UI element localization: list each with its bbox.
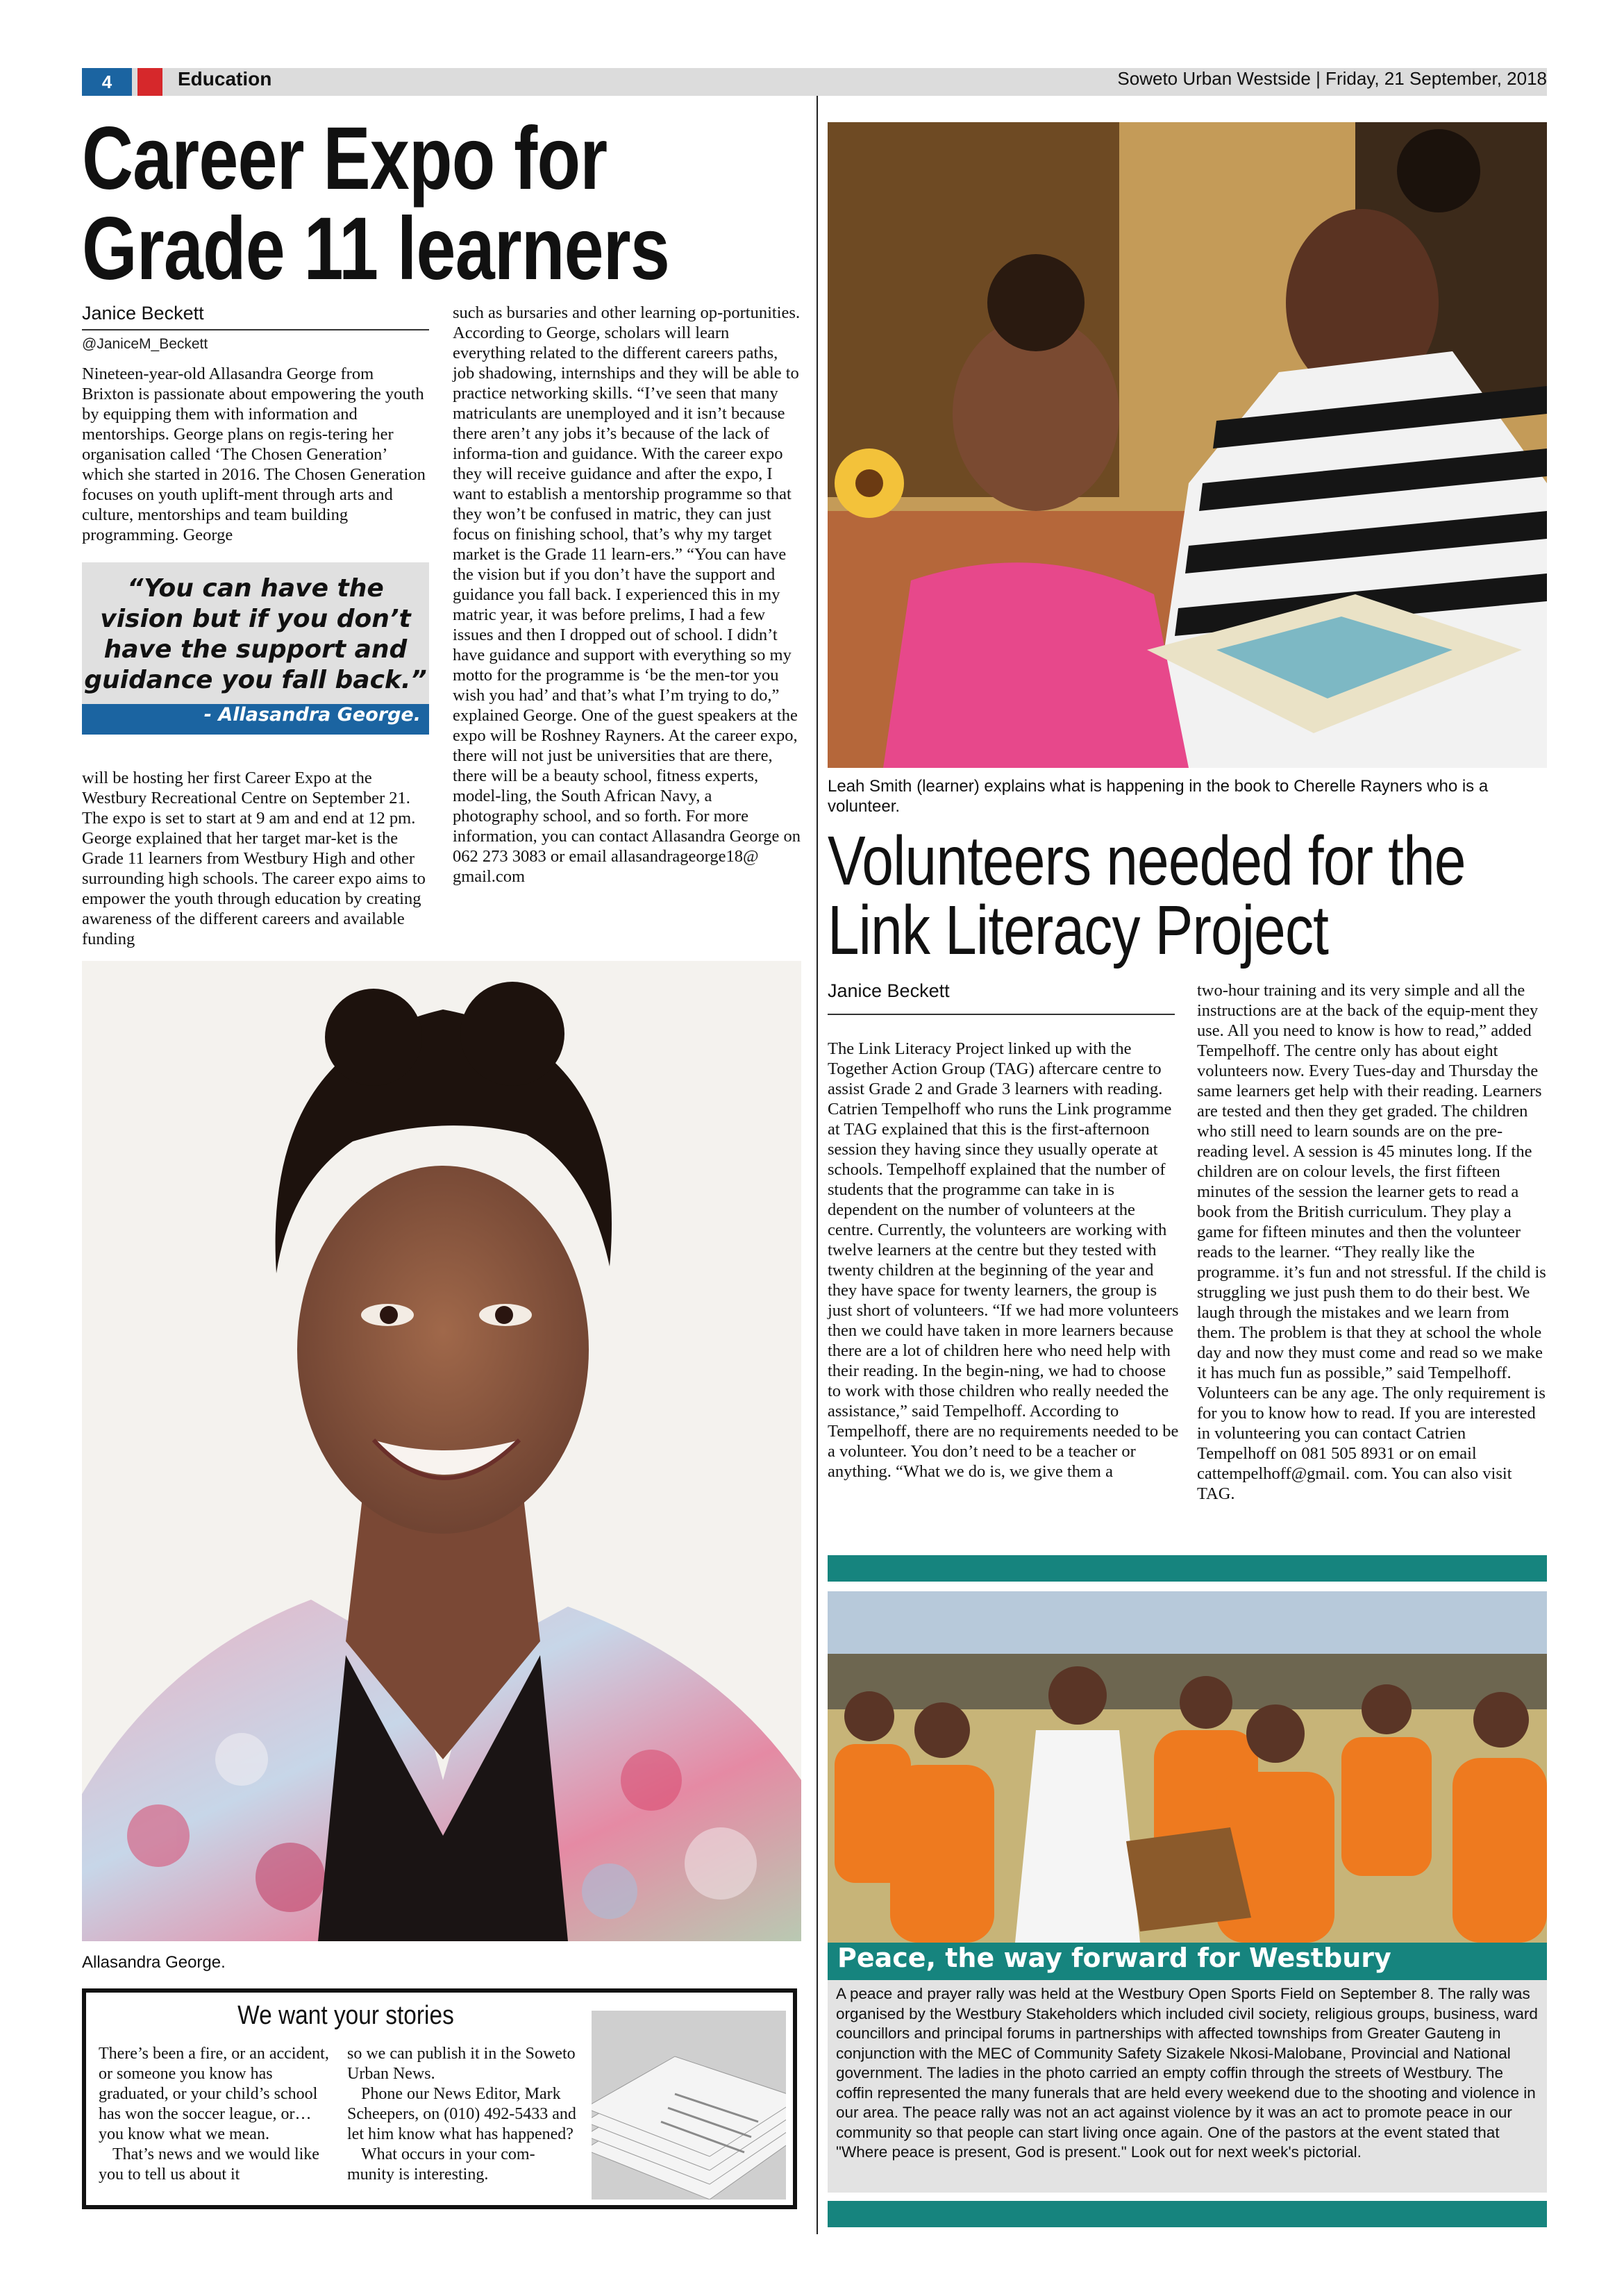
portrait-caption: Allasandra George. — [82, 1953, 226, 1972]
headline-career-expo: Career Expo for — [82, 109, 608, 208]
reading-photo — [828, 122, 1547, 768]
byline-rule — [82, 329, 429, 330]
bottom-band — [828, 2201, 1547, 2227]
stories-col2: so we can publish it in the Soweto Urban News. Phone our News Editor, Mark Scheepers, on (010) 492-5433 and let him know what has happened? What occurs in your com-munity is interesting. — [347, 2045, 576, 2184]
section-name: Education — [178, 68, 272, 90]
stories-title: We want your stories — [237, 2001, 454, 2030]
byline-rule-article2 — [828, 1014, 1175, 1015]
stories-col1: There’s been a fire, or an accident, or someone you know has graduated, or your child’s school has won the soccer league, or… you know what we mean. That’s news and we would like you to tell us about it — [99, 2045, 329, 2184]
pull-quote-attribution: - Allasandra George. — [203, 704, 421, 726]
byline: Janice Beckett — [82, 303, 204, 324]
author-handle: @JaniceM_Beckett — [82, 336, 208, 352]
section-color-tab — [137, 68, 162, 96]
peace-body: A peace and prayer rally was held at the Westbury Open Sports Field on September 8. The rally was organised by the Westbury Stakeholders which included civil society, religious groups, business, ward councillors and principal forums in partnerships with affected townships from Greater Gauteng in conjunction with the MEC of Community Safety Sizakele Nkosi-Malobane, Provincial and National government. The ladies in the photo carried an empty coffin through the streets of Westbury. The coffin represented the many funerals that are held every weekend due to the shooting and violence in our area. The peace rally was not an act against violence by it was an act to promote peace in our community so that people can start living once again. One of the pastors at the event stated that "Where peace is present, God is present." Look out for next week's pictorial. — [836, 1985, 1538, 2161]
article2-body-col1: The Link Literacy Project linked up with the Together Action Group (TAG) aftercare centre to assist Grade 2 and Grade 3 learners with reading. Catrien Tempelhoff who runs the Link programme at TAG explained that this is the first-afternoon session they having since they usually operate at schools. Tempelhoff explained that the number of students that the programme can take in is dependent on the number of volunteers at the centre. Currently, the volunteers are working with twelve learners at the centre but they tested with twenty children at the beginning of the year and they have space for twenty learners, the group is just short of volunteers. “If we had more volunteers then we could have taken in more learners because there are a lot of children here who need help with their reading. In the begin-ning, we had to choose to work with those children who really needed the assistance,” said Tempelhoff. According to Tempelhoff, there are no requirements needed to be a volunteer. You don’t need to be a teacher or anything. “What we do is, we give them a — [828, 1039, 1179, 1481]
portrait-photo — [82, 961, 801, 1941]
article-body-col1-bottom: will be hosting her first Career Expo at the Westbury Recreational Centre on September 21. The expo is set to start at 9 am and end at 12 pm. George explained that her target mar-ket is the Grade 11 learners from Westbury High and other surrounding high schools. The career expo aims to empower the youth through education by creating awareness of the different careers and available funding — [82, 769, 426, 948]
headline-volunteers: Volunteers needed for the — [828, 822, 1466, 900]
peace-title: Peace, the way forward for Westbury — [837, 1943, 1391, 1973]
divider-band — [828, 1555, 1547, 1582]
pull-quote: “You can have the vision but if you don’t have the support and guidance you fall back.” — [84, 574, 427, 694]
publication-date: Soweto Urban Westside | Friday, 21 September, 2018 — [1117, 68, 1547, 89]
byline-article2: Janice Beckett — [828, 980, 950, 1001]
rally-photo — [828, 1591, 1547, 1943]
column-divider — [817, 96, 818, 2234]
article2-body-col2: two-hour training and its very simple and all the instructions are at the back of the equip-ment they use. All you need to know is how to read,” added Tempelhoff. The centre only has about eight volunteers now. Every Tues-day and Thursday the same learners get help with their reading. Learners are tested and then they get graded. The children who still need to learn sounds are on the pre-reading level. A session is 45 minutes long. If the children are on colour levels, the first fifteen minutes of the session the learner gets to read a book from the British curriculum. They play a game for fifteen minutes and then the volunteer reads to the learner. “They really like the programme. it’s fun and not stressful. If the child is struggling we just push them to do their best. We laugh through the mistakes and we learn from them. The problem is that they at school the whole day and now they must come and read so we make it has much fun as possible,” said Tempelhoff. Volunteers can be any age. The only requirement is for you to know how to read. If you are interested in volunteering you can contact Catrien Tempelhoff on 081 505 8931 or on email cattempelhoff@gmail. com. You can also visit TAG. — [1197, 981, 1546, 1503]
article-body-col1-top: Nineteen-year-old Allasandra George from Brixton is passionate about empowering the youth by equipping them with information and mentorships. George plans on regis-tering her organisation called ‘The Chosen Generation’ which she started in 2016. The Chosen Generation focuses on youth uplift-ment through arts and culture, mentorships and team building programming. George — [82, 364, 426, 544]
newspaper-stack-image — [592, 2011, 786, 2199]
headline-volunteers-line2: Link Literacy Project — [828, 891, 1329, 969]
page-number: 4 — [82, 68, 132, 96]
reading-photo-caption: Leah Smith (learner) explains what is happening in the book to Cherelle Rayners who is a volunteer. — [828, 777, 1489, 816]
headline-career-expo-line2: Grade 11 learners — [82, 199, 669, 299]
article-body-col2: such as bursaries and other learning op-portunities. According to George, scholars will learn everything related to the different careers paths, job shadowing, internships and they will be able to practice networking skills. “I’ve seen that many matriculants are unemployed and it isn’t because there aren’t any jobs it’s because of the lack of informa-tion and guidance. With the career expo they will receive guidance and after the expo, I want to establish a mentorship programme so that they won’t be confused in matric, they can just focus on finishing school, that’s why my target market is the Grade 11 learn-ers.” “You can have the vision but if you don’t have the support and guidance you fall back. I experienced this in my matric year, it was before prelims, I had a few issues and then I dropped out of school. I didn’t have guidance and support with everything so my motto for the programme is ‘be the men-tor you wish you had’ and that’s what I’m trying to do,” explained George. One of the guest speakers at the expo will be Roshney Rayners. At the career expo, there will not just be universities that are there, there will be a beauty school, fitness experts, model-ling, the South African Navy, a photography school, and so forth. For more information, you can contact Allasandra George on 062 273 3083 or email allasandrageorge18@ gmail.com — [453, 303, 801, 886]
